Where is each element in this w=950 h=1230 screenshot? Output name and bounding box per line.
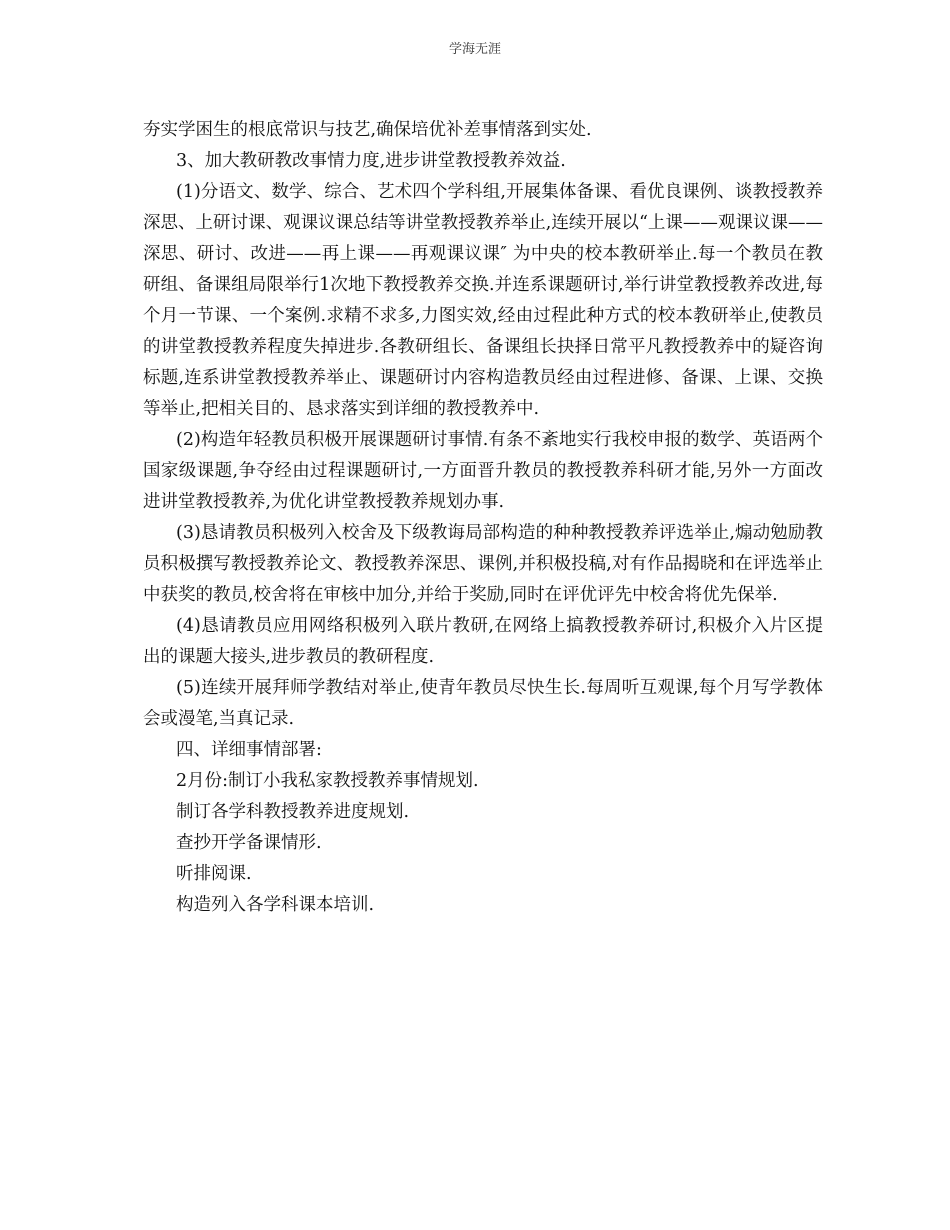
- paragraph: (5)连续开展拜师学教结对举止,使青年教员尽快生长.每周听互观课,每个月写学教体会或漫笔,当真记录.: [143, 678, 823, 729]
- page-header: 学海无涯: [448, 42, 501, 57]
- section-heading: 3、加大教研教改事情力度,进步讲堂教授教养效益.: [176, 151, 566, 171]
- paragraph: 夯实学困生的根底常识与技艺,确保培优补差事情落到实处.: [143, 120, 592, 140]
- schedule-item: 查抄开学备课情形.: [176, 833, 322, 853]
- schedule-item: 2月份:制订小我私家教授教养事情规划.: [176, 771, 479, 791]
- paragraph: (1)分语文、数学、综合、艺术四个学科组,开展集体备课、看优良课例、谈教授教养深思、上研讨课、观课议课总结等讲堂教授教养举止,连续开展以“上课——观课议课——深思、研讨、改进——再上课——再观课议课″ 为中央的校本教研举止.每一个教员在教研组、备课组局限举行1次地下教授教养交换.并连系课题研讨,举行讲堂教授教养改进,每个月一节课、一个案例.求精不求多,力图实效,经由过程此种方式的校本教研举止,使教员的讲堂教授教养程度失掉进步.各教研组长、备课组长抉择日常平凡教授教养中的疑咨询标题,连系讲堂教授教养举止、课题研讨内容构造教员经由过程进修、备课、上课、交换等举止,把相关目的、恳求落实到详细的教授教养中.: [143, 182, 823, 419]
- schedule-item: 构造列入各学科课本培训.: [176, 895, 375, 915]
- paragraph: (4)恳请教员应用网络积极列入联片教研,在网络上搞教授教养研讨,积极介入片区提出的课题大接头,进步教员的教研程度.: [143, 616, 823, 667]
- paragraph: (3)恳请教员积极列入校舍及下级教诲局部构造的种种教授教养评选举止,煽动勉励教员积极撰写教授教养论文、教授教养深思、课例,并积极投稿,对有作品揭晓和在评选举止中获奖的教员,校舍将在审核中加分,并给于奖励,同时在评优评先中校舍将优先保举.: [143, 523, 823, 605]
- schedule-heading: 四、详细事情部署:: [176, 740, 322, 760]
- document-body: [143, 115, 823, 921]
- paragraph: (2)构造年轻教员积极开展课题研讨事情.有条不紊地实行我校申报的数学、英语两个国家级课题,争夺经由过程课题研讨,一方面晋升教员的教授教养科研才能,另外一方面改进讲堂教授教养,为优化讲堂教授教养规划办事.: [143, 430, 823, 512]
- schedule-item: 制订各学科教授教养进度规划.: [176, 802, 410, 822]
- schedule-item: 听排阅课.: [176, 864, 252, 884]
